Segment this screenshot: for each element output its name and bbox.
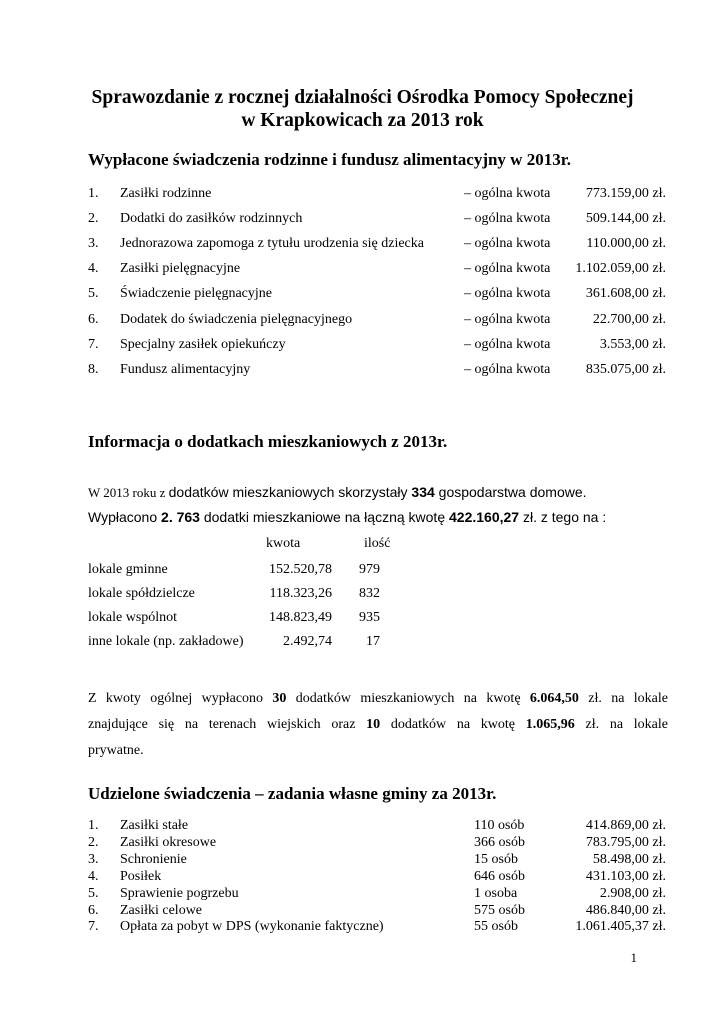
list-item <box>0 886 725 904</box>
item-count: 15 osób <box>474 851 518 867</box>
item-amount-caption: – ogólna kwota <box>464 186 551 201</box>
item-amount-caption: – ogólna kwota <box>464 211 551 227</box>
item-label: Opłata za pobyt w DPS (wykonanie faktyczne) <box>120 919 384 935</box>
item-amount-caption: – ogólna kwota <box>464 311 551 327</box>
item-number: 2. <box>88 211 99 227</box>
item-amount: 783.795,00 zł. <box>585 834 666 850</box>
item-label: Specjalny zasiłek opiekuńczy <box>120 336 286 352</box>
housing-ilosc: 979 <box>359 562 380 577</box>
item-number: 7. <box>88 336 99 352</box>
item-label: Zasiłki okresowe <box>120 834 217 850</box>
item-label: Zasiłki celowe <box>120 902 203 918</box>
section2-heading: Informacja o dodatkach mieszkaniowych z 2013r. <box>88 432 448 451</box>
title-line-2: w Krapkowicach za 2013 rok <box>241 110 484 131</box>
item-amount: 361.608,00 zł. <box>585 286 666 302</box>
item-amount: 509.144,00 zł. <box>585 211 666 227</box>
item-amount-caption: – ogólna kwota <box>464 286 551 302</box>
item-number: 1. <box>88 186 99 201</box>
list-item <box>0 236 725 256</box>
item-count: 1 osoba <box>474 885 518 901</box>
section2-paragraph-line2: znajdujące się na terenach wiejskich oraz 10 dodatków na kwotę 1.065,96 zł. na lokale <box>88 717 668 732</box>
list-item <box>0 211 725 231</box>
list-item <box>0 312 725 332</box>
housing-kwota: 2.492,74 <box>283 634 332 649</box>
list-item <box>0 186 725 206</box>
item-amount: 486.840,00 zł. <box>585 902 666 918</box>
item-label: Zasiłki stałe <box>120 818 189 833</box>
section3-heading: Udzielone świadczenia – zadania własne gminy za 2013r. <box>88 784 497 803</box>
list-item <box>0 903 725 921</box>
list-item <box>0 261 725 281</box>
item-amount-caption: – ogólna kwota <box>464 261 551 277</box>
table-row <box>0 586 725 606</box>
housing-kwota: 148.823,49 <box>269 610 332 625</box>
item-number: 2. <box>88 834 99 850</box>
housing-kwota: 152.520,78 <box>269 562 332 577</box>
housing-type: lokale wspólnot <box>88 610 178 625</box>
housing-ilosc: 17 <box>366 634 380 649</box>
item-number: 4. <box>88 868 99 884</box>
item-label: Posiłek <box>120 868 162 884</box>
list-item <box>0 362 725 382</box>
item-amount-caption: – ogólna kwota <box>464 361 551 377</box>
item-number: 4. <box>88 261 99 277</box>
col-header-kwota: kwota <box>266 536 301 551</box>
item-amount: 3.553,00 zł. <box>599 336 666 352</box>
item-amount: 1.061.405,37 zł. <box>575 919 666 935</box>
item-label: Zasiłki rodzinne <box>120 186 212 201</box>
item-count: 575 osób <box>474 902 525 918</box>
col-header-ilosc: ilość <box>364 536 391 551</box>
item-number: 1. <box>88 818 99 833</box>
page-number: 1 <box>630 950 637 965</box>
item-label: Fundusz alimentacyjny <box>120 361 251 377</box>
section2-paragraph-line1: Z kwoty ogólnej wypłacono 30 dodatków mieszkaniowych na kwotę 6.064,50 zł. na lokale <box>88 691 668 706</box>
table-row <box>0 562 725 582</box>
list-item <box>0 919 725 937</box>
list-item <box>0 337 725 357</box>
item-count: 366 osób <box>474 834 525 850</box>
list-item <box>0 869 725 887</box>
list-item <box>0 818 725 836</box>
item-number: 3. <box>88 236 99 252</box>
item-amount: 773.159,00 zł. <box>585 186 666 201</box>
title-line-1: Sprawozdanie z rocznej działalności Ośrodka Pomocy Społecznej <box>91 87 634 108</box>
list-item <box>0 852 725 870</box>
item-label: Schronienie <box>120 851 187 867</box>
item-amount: 22.700,00 zł. <box>592 311 666 327</box>
item-number: 8. <box>88 361 99 377</box>
item-count: 55 osób <box>474 919 518 935</box>
item-number: 5. <box>88 885 99 901</box>
housing-ilosc: 832 <box>359 586 380 601</box>
item-amount: 58.498,00 zł. <box>592 851 666 867</box>
list-item <box>0 286 725 306</box>
list-item <box>0 835 725 853</box>
item-number: 6. <box>88 902 99 918</box>
item-number: 3. <box>88 851 99 867</box>
housing-type: lokale spółdzielcze <box>88 586 195 601</box>
item-label: Sprawienie pogrzebu <box>120 885 239 901</box>
item-count: 646 osób <box>474 868 525 884</box>
item-label: Jednorazowa zapomoga z tytułu urodzenia się dziecka <box>120 236 424 252</box>
item-amount: 835.075,00 zł. <box>585 361 666 377</box>
item-amount: 414.869,00 zł. <box>585 818 666 833</box>
section1-heading: Wypłacone świadczenia rodzinne i fundusz alimentacyjny w 2013r. <box>88 150 571 169</box>
item-number: 5. <box>88 286 99 302</box>
item-label: Zasiłki pielęgnacyjne <box>120 261 241 277</box>
housing-type: lokale gminne <box>88 562 168 577</box>
item-label: Dodatek do świadczenia pielęgnacyjnego <box>120 311 353 327</box>
housing-type: inne lokale (np. zakładowe) <box>88 634 244 649</box>
section2-summary-line2: Wypłacono 2. 763 dodatki mieszkaniowe na łączną kwotę 422.160,27 zł. z tego na : <box>88 509 607 525</box>
section2-paragraph-line3: prywatne. <box>88 743 144 758</box>
item-number: 6. <box>88 311 99 327</box>
item-amount-caption: – ogólna kwota <box>464 336 551 352</box>
housing-ilosc: 935 <box>359 610 380 625</box>
item-number: 7. <box>88 919 99 935</box>
section2-summary-line1: W 2013 roku z dodatków mieszkaniowych skorzystały 334 gospodarstwa domowe. <box>88 484 587 500</box>
item-count: 110 osób <box>474 818 525 833</box>
item-label: Dodatki do zasiłków rodzinnych <box>120 211 303 227</box>
housing-kwota: 118.323,26 <box>269 586 332 601</box>
item-amount: 431.103,00 zł. <box>585 868 666 884</box>
item-amount: 1.102.059,00 zł. <box>575 261 666 277</box>
item-amount-caption: – ogólna kwota <box>464 236 551 252</box>
table-row <box>0 610 725 630</box>
item-amount: 2.908,00 zł. <box>599 885 666 901</box>
document-title <box>0 86 725 132</box>
item-label: Świadczenie pielęgnacyjne <box>120 286 272 302</box>
item-amount: 110.000,00 zł. <box>586 236 666 252</box>
table-row <box>0 634 725 654</box>
